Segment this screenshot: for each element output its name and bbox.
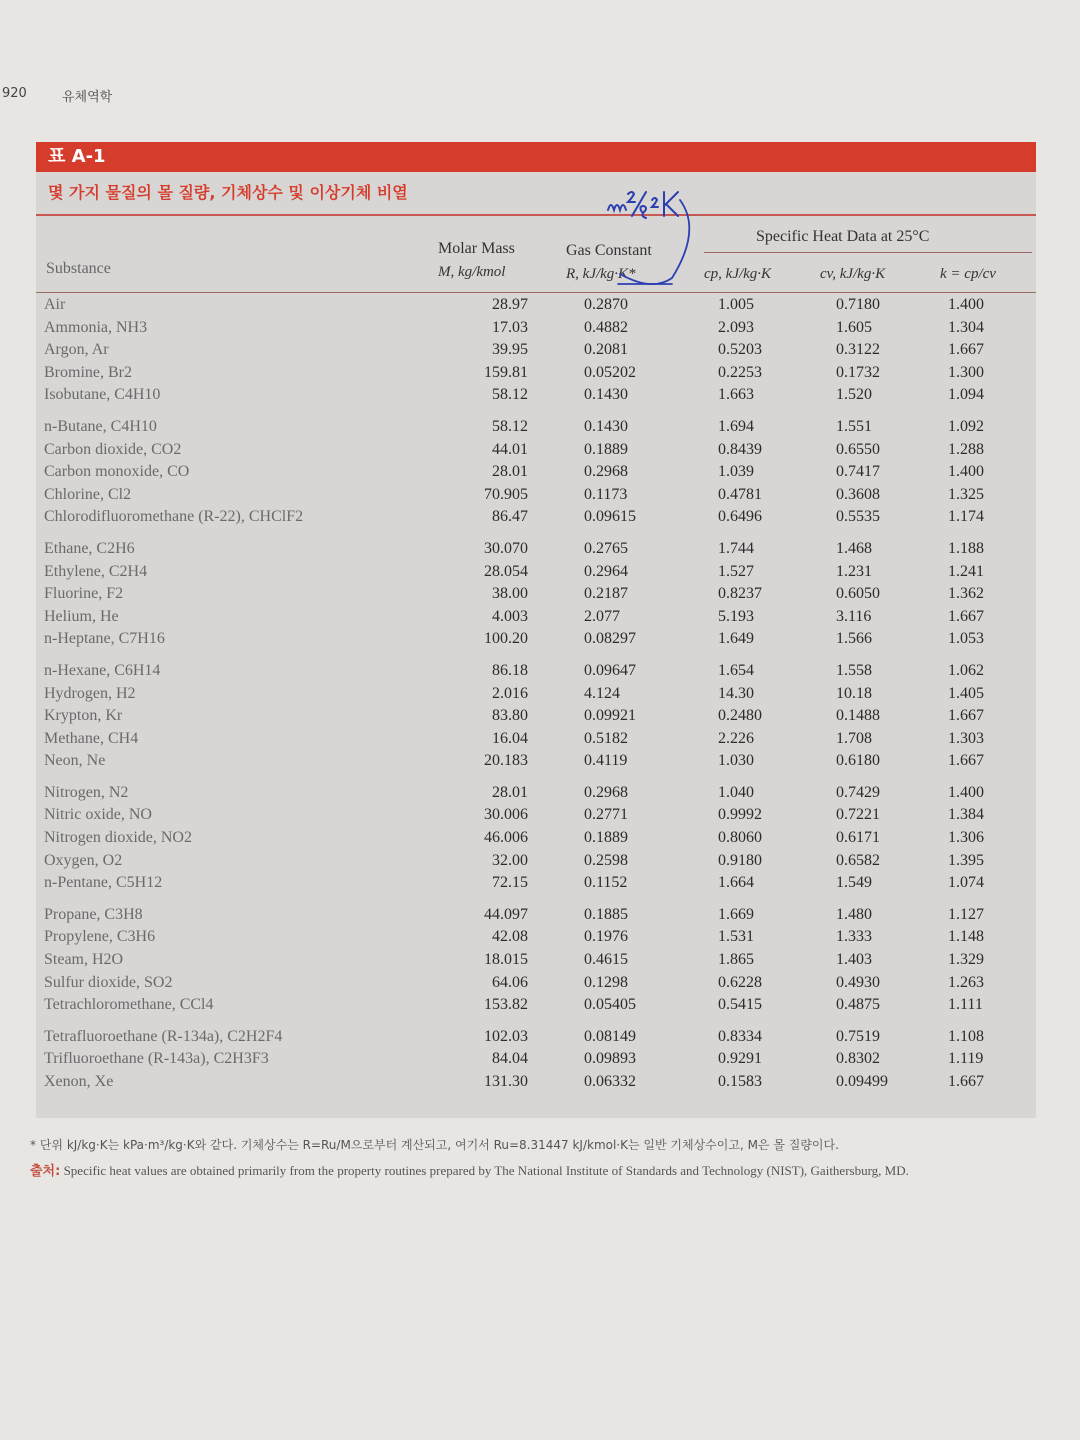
cv-cell: 3.116 bbox=[836, 607, 872, 625]
cp-cell: 0.1583 bbox=[718, 1073, 762, 1090]
cv-cell: 1.520 bbox=[836, 386, 872, 404]
gas-constant-cell: 4.124 bbox=[584, 684, 620, 702]
cv-cell: 10.18 bbox=[836, 684, 872, 702]
source-text: Specific heat values are obtained primarily from the property routines prepared by The National Institute of Standards and Technology (NIST), Gaithersburg, MD. bbox=[63, 1163, 909, 1178]
cv-cell: 1.480 bbox=[836, 905, 872, 923]
molar-mass-cell: 30.070 bbox=[484, 539, 528, 557]
cv-cell: 1.708 bbox=[836, 729, 872, 747]
table-row bbox=[36, 362, 1036, 385]
cp-cell: 1.531 bbox=[718, 928, 754, 946]
footnote: * 단위 kJ/kg·K는 kPa·m³/kg·K와 같다. 기체상수는 R=Ru/M으로부터 계산되고, 여기서 Ru=8.31447 kJ/kmol·K는 일반 기체상수이고, M은 몰 질량이다. bbox=[30, 1138, 839, 1152]
gas-constant-cell: 0.4882 bbox=[584, 318, 628, 336]
table-row bbox=[36, 294, 1036, 317]
molar-mass-cell: 42.08 bbox=[492, 928, 528, 946]
k-cell: 1.241 bbox=[948, 562, 984, 580]
substance-cell: Nitrogen dioxide, NO2 bbox=[44, 829, 192, 847]
gas-constant-cell: 0.09893 bbox=[584, 1050, 636, 1068]
k-cell: 1.667 bbox=[948, 752, 984, 770]
table-row bbox=[36, 683, 1036, 706]
table-row bbox=[36, 1026, 1036, 1049]
table-body bbox=[36, 294, 1036, 1094]
table-row bbox=[36, 850, 1036, 873]
molar-mass-cell: 83.80 bbox=[492, 707, 528, 725]
k-cell: 1.303 bbox=[948, 729, 984, 747]
gas-constant-cell: 0.5182 bbox=[584, 729, 628, 747]
molar-mass-cell: 86.47 bbox=[492, 508, 528, 526]
gas-constant-cell: 0.1430 bbox=[584, 386, 628, 404]
molar-mass-cell: 2.016 bbox=[492, 684, 528, 702]
cv-cell: 0.8302 bbox=[836, 1050, 880, 1068]
table-row bbox=[36, 827, 1036, 850]
cv-cell: 0.09499 bbox=[836, 1073, 888, 1090]
k-cell: 1.667 bbox=[948, 707, 984, 725]
k-cell: 1.288 bbox=[948, 440, 984, 458]
source-label: 출처: bbox=[30, 1164, 61, 1179]
cv-cell: 0.4930 bbox=[836, 973, 880, 991]
substance-cell: Air bbox=[44, 296, 66, 313]
gas-constant-cell: 0.2771 bbox=[584, 806, 628, 824]
header-gas-constant: Gas Constant bbox=[566, 242, 652, 259]
k-cell: 1.092 bbox=[948, 417, 984, 435]
table-row bbox=[36, 782, 1036, 805]
cp-cell: 1.663 bbox=[718, 386, 754, 404]
gas-constant-cell: 0.1430 bbox=[584, 417, 628, 435]
table-row bbox=[36, 538, 1036, 561]
table-row bbox=[36, 416, 1036, 439]
substance-cell: Hydrogen, H2 bbox=[44, 684, 136, 702]
cp-cell: 14.30 bbox=[718, 684, 754, 702]
cp-cell: 1.744 bbox=[718, 539, 754, 557]
k-cell: 1.148 bbox=[948, 928, 984, 946]
cp-cell: 0.9291 bbox=[718, 1050, 762, 1068]
cv-cell: 0.3122 bbox=[836, 341, 880, 359]
substance-cell: Propane, C3H8 bbox=[44, 905, 143, 923]
k-cell: 1.384 bbox=[948, 806, 984, 824]
k-cell: 1.062 bbox=[948, 661, 984, 679]
substance-cell: Fluorine, F2 bbox=[44, 585, 124, 603]
table-row bbox=[36, 1048, 1036, 1071]
k-cell: 1.667 bbox=[948, 1073, 984, 1090]
table-row bbox=[36, 317, 1036, 340]
table-row bbox=[36, 750, 1036, 773]
gas-constant-cell: 0.2598 bbox=[584, 851, 628, 869]
cp-cell: 0.8334 bbox=[718, 1027, 762, 1045]
cp-cell: 1.669 bbox=[718, 905, 754, 923]
table-row bbox=[36, 804, 1036, 827]
molar-mass-cell: 131.30 bbox=[484, 1073, 528, 1090]
k-cell: 1.395 bbox=[948, 851, 984, 869]
header-cp: cp, kJ/kg·K bbox=[704, 266, 772, 282]
k-cell: 1.400 bbox=[948, 783, 984, 801]
k-cell: 1.188 bbox=[948, 539, 984, 557]
cp-cell: 1.865 bbox=[718, 951, 754, 969]
gas-constant-cell: 2.077 bbox=[584, 607, 620, 625]
cp-cell: 0.2480 bbox=[718, 707, 762, 725]
molar-mass-cell: 30.006 bbox=[484, 806, 528, 824]
substance-cell: Xenon, Xe bbox=[44, 1073, 114, 1090]
gas-constant-cell: 0.1889 bbox=[584, 440, 628, 458]
table-row bbox=[36, 384, 1036, 407]
header-molar-mass-unit: M, kg/kmol bbox=[438, 264, 506, 280]
table-row bbox=[36, 1071, 1036, 1094]
gas-constant-cell: 0.2765 bbox=[584, 539, 628, 557]
k-cell: 1.108 bbox=[948, 1027, 984, 1045]
gas-constant-cell: 0.1298 bbox=[584, 973, 628, 991]
divider bbox=[704, 252, 1032, 253]
molar-mass-cell: 100.20 bbox=[484, 630, 528, 648]
k-cell: 1.362 bbox=[948, 585, 984, 603]
substance-cell: Carbon monoxide, CO bbox=[44, 463, 190, 481]
cp-cell: 1.040 bbox=[718, 783, 754, 801]
molar-mass-cell: 20.183 bbox=[484, 752, 528, 770]
cv-cell: 0.3608 bbox=[836, 485, 880, 503]
molar-mass-cell: 46.006 bbox=[484, 829, 528, 847]
table-row bbox=[36, 728, 1036, 751]
table-row bbox=[36, 949, 1036, 972]
molar-mass-cell: 86.18 bbox=[492, 661, 528, 679]
cv-cell: 1.468 bbox=[836, 539, 872, 557]
substance-cell: Tetrafluoroethane (R-134a), C2H2F4 bbox=[44, 1027, 283, 1045]
cp-cell: 0.6496 bbox=[718, 508, 762, 526]
gas-constant-cell: 0.2964 bbox=[584, 562, 628, 580]
k-cell: 1.325 bbox=[948, 485, 984, 503]
molar-mass-cell: 39.95 bbox=[492, 341, 528, 359]
substance-cell: Neon, Ne bbox=[44, 752, 106, 770]
cp-cell: 0.9992 bbox=[718, 806, 762, 824]
cv-cell: 0.1488 bbox=[836, 707, 880, 725]
gas-constant-cell: 0.2081 bbox=[584, 341, 628, 359]
substance-cell: Oxygen, O2 bbox=[44, 851, 123, 869]
substance-cell: Helium, He bbox=[44, 607, 119, 625]
k-cell: 1.667 bbox=[948, 607, 984, 625]
table-row bbox=[36, 583, 1036, 606]
gas-constant-cell: 0.1152 bbox=[584, 874, 628, 892]
cp-cell: 1.527 bbox=[718, 562, 754, 580]
substance-cell: Isobutane, C4H10 bbox=[44, 386, 161, 404]
molar-mass-cell: 28.01 bbox=[492, 783, 528, 801]
molar-mass-cell: 102.03 bbox=[484, 1027, 528, 1045]
gas-constant-cell: 0.2870 bbox=[584, 296, 628, 313]
k-cell: 1.119 bbox=[948, 1050, 984, 1068]
table-row bbox=[36, 705, 1036, 728]
substance-cell: Propylene, C3H6 bbox=[44, 928, 156, 946]
header-cv: cv, kJ/kg·K bbox=[820, 266, 886, 282]
gas-constant-cell: 0.1976 bbox=[584, 928, 628, 946]
cv-cell: 0.6582 bbox=[836, 851, 880, 869]
cp-cell: 1.039 bbox=[718, 463, 754, 481]
cp-cell: 0.8060 bbox=[718, 829, 762, 847]
molar-mass-cell: 153.82 bbox=[484, 996, 528, 1014]
molar-mass-cell: 44.097 bbox=[484, 905, 528, 923]
molar-mass-cell: 84.04 bbox=[492, 1050, 528, 1068]
molar-mass-cell: 159.81 bbox=[484, 363, 528, 381]
table-row bbox=[36, 561, 1036, 584]
molar-mass-cell: 18.015 bbox=[484, 951, 528, 969]
table-row bbox=[36, 660, 1036, 683]
substance-cell: Trifluoroethane (R-143a), C2H3F3 bbox=[44, 1050, 269, 1068]
gas-constant-cell: 0.09647 bbox=[584, 661, 636, 679]
molar-mass-cell: 64.06 bbox=[492, 973, 528, 991]
molar-mass-cell: 58.12 bbox=[492, 386, 528, 404]
k-cell: 1.304 bbox=[948, 318, 984, 336]
substance-cell: n-Pentane, C5H12 bbox=[44, 874, 163, 892]
cv-cell: 1.549 bbox=[836, 874, 872, 892]
k-cell: 1.174 bbox=[948, 508, 984, 526]
k-cell: 1.300 bbox=[948, 363, 984, 381]
table-row bbox=[36, 484, 1036, 507]
cp-cell: 5.193 bbox=[718, 607, 754, 625]
substance-cell: Carbon dioxide, CO2 bbox=[44, 440, 182, 458]
k-cell: 1.053 bbox=[948, 630, 984, 648]
k-cell: 1.111 bbox=[948, 996, 983, 1014]
molar-mass-cell: 72.15 bbox=[492, 874, 528, 892]
cv-cell: 0.7519 bbox=[836, 1027, 880, 1045]
table-label: 표 A-1 bbox=[36, 142, 1036, 172]
k-cell: 1.306 bbox=[948, 829, 984, 847]
k-cell: 1.127 bbox=[948, 905, 984, 923]
cv-cell: 0.6180 bbox=[836, 752, 880, 770]
cp-cell: 0.8237 bbox=[718, 585, 762, 603]
molar-mass-cell: 38.00 bbox=[492, 585, 528, 603]
cv-cell: 1.231 bbox=[836, 562, 872, 580]
molar-mass-cell: 28.97 bbox=[492, 296, 528, 313]
gas-constant-cell: 0.09615 bbox=[584, 508, 636, 526]
molar-mass-cell: 28.054 bbox=[484, 562, 528, 580]
table-row bbox=[36, 926, 1036, 949]
substance-cell: Ethylene, C2H4 bbox=[44, 562, 148, 580]
substance-cell: Ethane, C2H6 bbox=[44, 539, 135, 557]
cp-cell: 0.4781 bbox=[718, 485, 762, 503]
molar-mass-cell: 4.003 bbox=[492, 607, 528, 625]
substance-cell: n-Hexane, C6H14 bbox=[44, 661, 161, 679]
cp-cell: 0.2253 bbox=[718, 363, 762, 381]
handwritten-annotation bbox=[598, 180, 718, 300]
substance-cell: Krypton, Kr bbox=[44, 707, 123, 725]
cp-cell: 1.005 bbox=[718, 296, 754, 313]
divider bbox=[36, 214, 1036, 216]
substance-cell: Methane, CH4 bbox=[44, 729, 139, 747]
substance-cell: Nitric oxide, NO bbox=[44, 806, 152, 824]
substance-cell: Bromine, Br2 bbox=[44, 363, 132, 381]
k-cell: 1.074 bbox=[948, 874, 984, 892]
k-cell: 1.329 bbox=[948, 951, 984, 969]
cp-cell: 0.5415 bbox=[718, 996, 762, 1014]
table-row bbox=[36, 506, 1036, 529]
cp-cell: 0.8439 bbox=[718, 440, 762, 458]
header-substance: Substance bbox=[46, 260, 111, 277]
table-row bbox=[36, 872, 1036, 895]
header-gas-constant-unit: R, kJ/kg·K* bbox=[566, 266, 636, 282]
substance-cell: Tetrachloromethane, CCl4 bbox=[44, 996, 214, 1014]
cv-cell: 0.1732 bbox=[836, 363, 880, 381]
table-row bbox=[36, 904, 1036, 927]
table-row bbox=[36, 339, 1036, 362]
k-cell: 1.094 bbox=[948, 386, 984, 404]
source-note bbox=[30, 1160, 1030, 1183]
cp-cell: 1.654 bbox=[718, 661, 754, 679]
table-row bbox=[36, 994, 1036, 1017]
substance-cell: n-Heptane, C7H16 bbox=[44, 630, 165, 648]
cv-cell: 0.6050 bbox=[836, 585, 880, 603]
header-k: k = cp/cv bbox=[940, 266, 996, 282]
gas-constant-cell: 0.4615 bbox=[584, 951, 628, 969]
cp-cell: 0.6228 bbox=[718, 973, 762, 991]
gas-constant-cell: 0.1885 bbox=[584, 905, 628, 923]
substance-cell: n-Butane, C4H10 bbox=[44, 417, 157, 435]
gas-constant-cell: 0.06332 bbox=[584, 1073, 636, 1090]
molar-mass-cell: 17.03 bbox=[492, 318, 528, 336]
header-molar-mass: Molar Mass bbox=[438, 240, 515, 257]
k-cell: 1.667 bbox=[948, 341, 984, 359]
cv-cell: 0.7221 bbox=[836, 806, 880, 824]
gas-constant-cell: 0.08149 bbox=[584, 1027, 636, 1045]
cp-cell: 1.694 bbox=[718, 417, 754, 435]
molar-mass-cell: 16.04 bbox=[492, 729, 528, 747]
cv-cell: 0.7429 bbox=[836, 783, 880, 801]
gas-constant-cell: 0.1889 bbox=[584, 829, 628, 847]
data-table bbox=[36, 142, 1036, 1118]
substance-cell: Steam, H2O bbox=[44, 951, 124, 969]
cp-cell: 0.5203 bbox=[718, 341, 762, 359]
gas-constant-cell: 0.05405 bbox=[584, 996, 636, 1014]
cp-cell: 2.226 bbox=[718, 729, 754, 747]
table-row bbox=[36, 439, 1036, 462]
gas-constant-cell: 0.05202 bbox=[584, 363, 636, 381]
cv-cell: 0.6171 bbox=[836, 829, 880, 847]
cv-cell: 0.7180 bbox=[836, 296, 880, 313]
gas-constant-cell: 0.2187 bbox=[584, 585, 628, 603]
gas-constant-cell: 0.1173 bbox=[584, 485, 628, 503]
gas-constant-cell: 0.08297 bbox=[584, 630, 636, 648]
molar-mass-cell: 44.01 bbox=[492, 440, 528, 458]
substance-cell: Argon, Ar bbox=[44, 341, 109, 359]
cp-cell: 0.9180 bbox=[718, 851, 762, 869]
cv-cell: 1.551 bbox=[836, 417, 872, 435]
substance-cell: Chlorodifluoromethane (R-22), CHClF2 bbox=[44, 508, 304, 526]
table-row bbox=[36, 972, 1036, 995]
cv-cell: 1.558 bbox=[836, 661, 872, 679]
molar-mass-cell: 32.00 bbox=[492, 851, 528, 869]
k-cell: 1.405 bbox=[948, 684, 984, 702]
cp-cell: 1.649 bbox=[718, 630, 754, 648]
page-number: 920 bbox=[2, 86, 27, 101]
gas-constant-cell: 0.09921 bbox=[584, 707, 636, 725]
header-specific-heat: Specific Heat Data at 25°C bbox=[756, 228, 930, 245]
book-title: 유체역학 bbox=[62, 90, 113, 105]
k-cell: 1.400 bbox=[948, 296, 984, 313]
k-cell: 1.263 bbox=[948, 973, 984, 991]
k-cell: 1.400 bbox=[948, 463, 984, 481]
gas-constant-cell: 0.2968 bbox=[584, 783, 628, 801]
cv-cell: 0.7417 bbox=[836, 463, 880, 481]
cp-cell: 1.664 bbox=[718, 874, 754, 892]
molar-mass-cell: 70.905 bbox=[484, 485, 528, 503]
cv-cell: 1.605 bbox=[836, 318, 872, 336]
substance-cell: Sulfur dioxide, SO2 bbox=[44, 973, 173, 991]
cv-cell: 0.4875 bbox=[836, 996, 880, 1014]
substance-cell: Chlorine, Cl2 bbox=[44, 485, 132, 503]
gas-constant-cell: 0.4119 bbox=[584, 752, 628, 770]
substance-cell: Ammonia, NH3 bbox=[44, 318, 148, 336]
cp-cell: 2.093 bbox=[718, 318, 754, 336]
substance-cell: Nitrogen, N2 bbox=[44, 783, 129, 801]
cp-cell: 1.030 bbox=[718, 752, 754, 770]
cv-cell: 1.403 bbox=[836, 951, 872, 969]
table-title: 몇 가지 물질의 몰 질량, 기체상수 및 이상기체 비열 bbox=[48, 183, 408, 202]
table-row bbox=[36, 461, 1036, 484]
molar-mass-cell: 28.01 bbox=[492, 463, 528, 481]
gas-constant-cell: 0.2968 bbox=[584, 463, 628, 481]
divider bbox=[36, 292, 1036, 293]
cv-cell: 0.6550 bbox=[836, 440, 880, 458]
table-row bbox=[36, 606, 1036, 629]
table-row bbox=[36, 628, 1036, 651]
cv-cell: 1.566 bbox=[836, 630, 872, 648]
cv-cell: 0.5535 bbox=[836, 508, 880, 526]
molar-mass-cell: 58.12 bbox=[492, 417, 528, 435]
cv-cell: 1.333 bbox=[836, 928, 872, 946]
